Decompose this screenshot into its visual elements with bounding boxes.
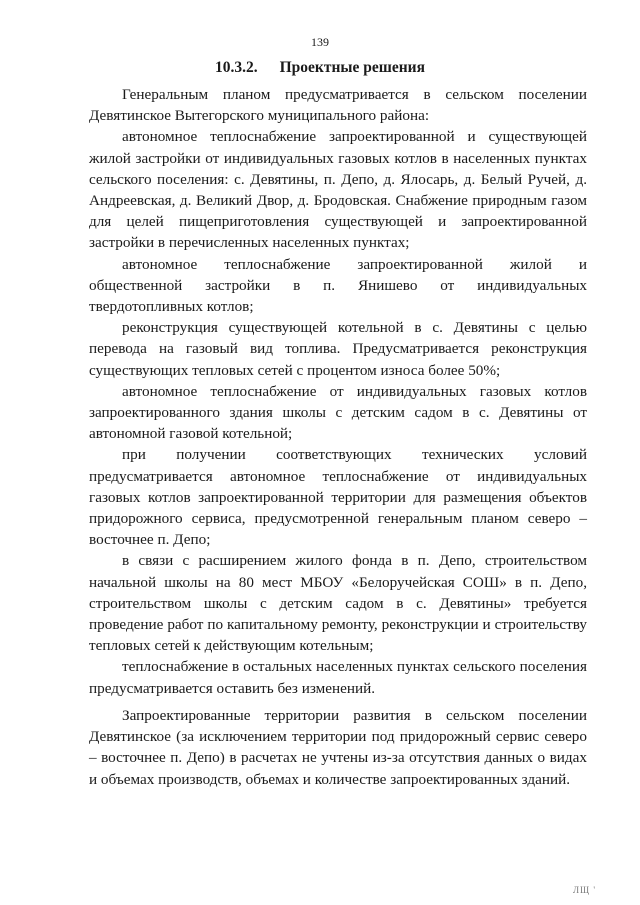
footer-mark: ЛЩ ' xyxy=(572,885,596,895)
page-number: 139 xyxy=(311,35,329,49)
paragraph-solid-fuel: автономное теплоснабжение запроектированной жилой и общественной застройки в п. Янишево от индивидуальных твердотопливных котлов; xyxy=(89,255,587,316)
paragraph-no-changes: теплоснабжение в остальных населенных пунктах сельского поселения предусматривается оставить без изменений. xyxy=(89,658,587,697)
section-heading xyxy=(0,59,640,77)
paragraph-boiler-reconstruction: реконструкция существующей котельной в с. Девятины с целью перевода на газовый вид топлива. Предусматривается реконструкция существующих тепловых сетей с процентом износа более 50%; xyxy=(89,319,587,379)
section-number: 10.3.2. xyxy=(215,59,258,76)
paragraph-network-expansion: в связи с расширением жилого фонда в п. Депо, строительством начальной школы на 80 мест МБОУ «Белоручейская СОШ» в п. Депо, строительством школы с детским садом в с. Девятины» требуется проведение работ по капитальному ремонту, реконструкции и строительству тепловых сетей к действующим котельным; xyxy=(89,552,587,655)
paragraph-development-territories: Запроектированные территории развития в сельском поселении Девятинское (за исключением территории под придорожный сервис северо – восточнее п. Депо) в расчетах не учтены из-за отсутствия данных о видах и объемах производств, объемах и количестве запроектированных зданий. xyxy=(89,706,587,788)
section-title: Проектные решения xyxy=(279,59,425,76)
document-body xyxy=(89,84,587,790)
paragraph-gas-boilers: автономное теплоснабжение запроектированной и существующей жилой застройки от индивидуальных газовых котлов в населенных пунктах сельского поселения: с. Девятины, п. Депо, д. Ялосарь, д. Белый Ручей, д. Андреевская, д. Великий Двор, д. Бродовская. Снабжение природным газом для целей пищеприготовления существующей и запроектированной застройки в перечисленных населенных пунктах; xyxy=(89,128,587,252)
paragraph-roadside-service: при получении соответствующих технических условий предусматривается автономное теплоснабжение от индивидуальных газовых котлов запроектированной территории для размещения объектов придорожного сервиса, предусмотренной генеральным планом северо – восточнее п. Депо; xyxy=(89,446,587,549)
paragraph-school-heating: автономное теплоснабжение от индивидуальных газовых котлов запроектированного здания школы с детским садом в с. Девятины от автономной газовой котельной; xyxy=(89,382,587,443)
paragraph-intro: Генеральным планом предусматривается в сельском поселении Девятинское Вытегорского муниципального района: xyxy=(89,86,587,125)
